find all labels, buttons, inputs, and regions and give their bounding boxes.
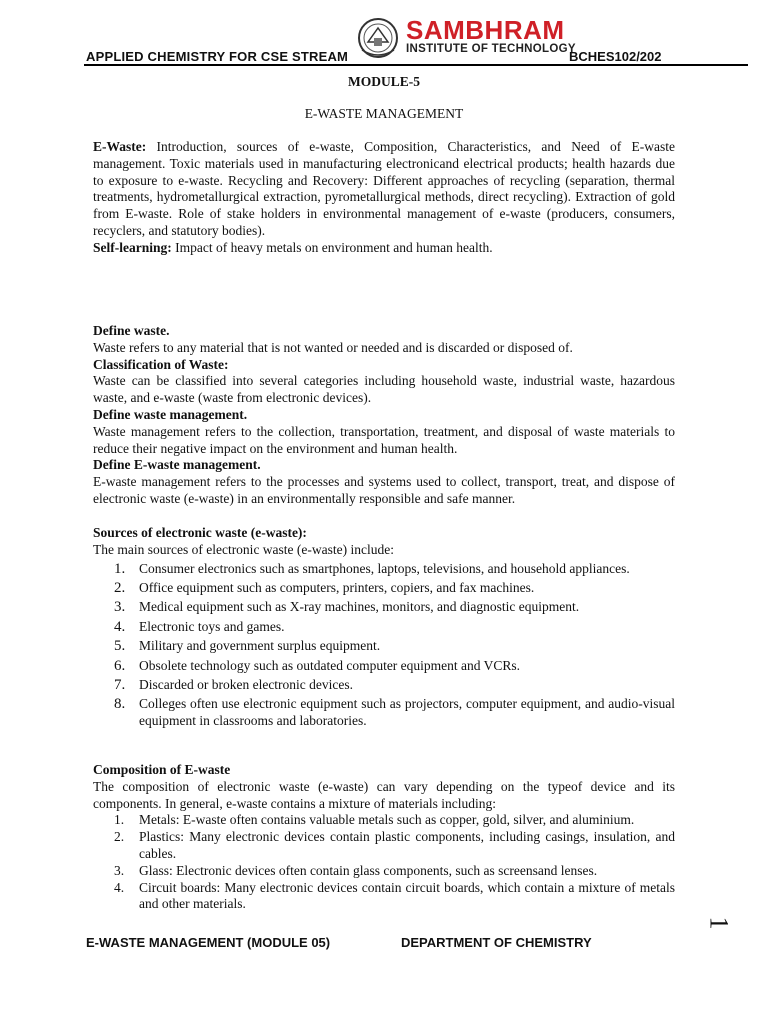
list-item: 2. Office equipment such as computers, printers, copiers, and fax machines. [114, 580, 535, 596]
list-item: 4. Circuit boards: Many electronic devices contain circuit boards, which contain a mixture of metals and other materials. [114, 879, 675, 912]
list-item: 7. Discarded or broken electronic devices. [114, 677, 354, 694]
syllabus-text: Introduction, sources of e-waste, Composition, Characteristics, and Need of E-waste management. Toxic materials used in manufacturing electronicand electrical products; health hazards due to exposure to e-waste. Recycling and Recovery: Different approaches of recycling (separation, thermal treatments, hydrometallurgical extraction, pyrometallurgical methods, direct recycling). Extraction of gold from E-waste. Role of stake holders in environmental management of e-waste (producers, consumers, recyclers, and statutory bodies). [93, 139, 675, 238]
list-item: 5. Military and government surplus equipment. [114, 638, 381, 655]
list-item: 1. Metals: E-waste often contains valuable metals such as copper, gold, silver, and aluminium. [114, 812, 635, 828]
composition-list [93, 812, 675, 913]
footer-department: DEPARTMENT OF CHEMISTRY [401, 935, 592, 950]
definition-heading: Define E-waste management. [93, 457, 261, 473]
syllabus-label: E-Waste: [93, 139, 147, 154]
composition-heading: Composition of E-waste [93, 762, 231, 777]
self-learning-text: Impact of heavy metals on environment and human health. [171, 239, 493, 255]
brand-name: SAMBHRAM [406, 15, 565, 45]
list-item: 1. Consumer electronics such as smartphones, laptops, televisions, and household appliances. [114, 560, 630, 577]
list-item: 6. Obsolete technology such as outdated computer equipment and VCRs. [114, 657, 521, 674]
institute-logo-icon [354, 16, 402, 60]
sources-list [93, 561, 675, 730]
list-item: 3. Medical equipment such as X-ray machines, monitors, and diagnostic equipment. [114, 599, 580, 616]
sources-block [93, 525, 675, 729]
list-item: 4. Electronic toys and games. [114, 618, 285, 635]
brand-subtitle: INSTITUTE OF TECHNOLOGY [406, 43, 576, 55]
footer-module: E-WASTE MANAGEMENT (MODULE 05) [86, 935, 331, 950]
definition-text: Waste management refers to the collection, transportation, treatment, and disposal of waste materials to reduce their negative impact on the environment and human health. [93, 423, 675, 456]
composition-block [93, 762, 675, 913]
list-item: 8. Colleges often use electronic equipment such as projectors, computer equipment, and audio-visual equipment in classrooms and laboratories. [114, 696, 675, 728]
header-rule [84, 64, 748, 66]
syllabus-block [93, 139, 675, 257]
composition-intro: The composition of electronic waste (e-waste) can vary depending on the typeof device and its components. In general, e-waste contains a mixture of materials including: [93, 778, 675, 811]
module-title: MODULE-5 [348, 74, 420, 89]
page-number: 1 [704, 916, 734, 930]
definition-text: Waste refers to any material that is not wanted or needed and is discarded or disposed of. [93, 339, 573, 355]
self-learning-label: Self-learning: [93, 239, 172, 255]
definition-text: Waste can be classified into several categories including household waste, industrial waste, hazardous waste, and e-waste (waste from electronic devices). [93, 373, 675, 406]
definition-heading: Define waste. [93, 323, 170, 338]
definitions-block [93, 323, 675, 508]
list-item: 3. Glass: Electronic devices often contain glass components, such as screensand lenses. [114, 862, 598, 878]
header-course-title: APPLIED CHEMISTRY FOR CSE STREAM [86, 49, 349, 64]
definition-text: E-waste management refers to the processes and systems used to collect, transport, treat, and dispose of electronic waste (e-waste) in an environmentally responsible and safe manner. [93, 474, 675, 506]
header-course-code: BCHES102/202 [569, 49, 662, 64]
sources-heading: Sources of electronic waste (e-waste): [93, 525, 307, 540]
definition-heading: Classification of Waste: [93, 356, 229, 372]
definition-heading: Define waste management. [93, 406, 248, 422]
list-item: 2. Plastics: Many electronic devices contain plastic components, including casings, insulation, and cables. [114, 829, 675, 861]
sources-intro: The main sources of electronic waste (e-waste) include: [93, 541, 394, 557]
page-title: E-WASTE MANAGEMENT [304, 106, 464, 121]
